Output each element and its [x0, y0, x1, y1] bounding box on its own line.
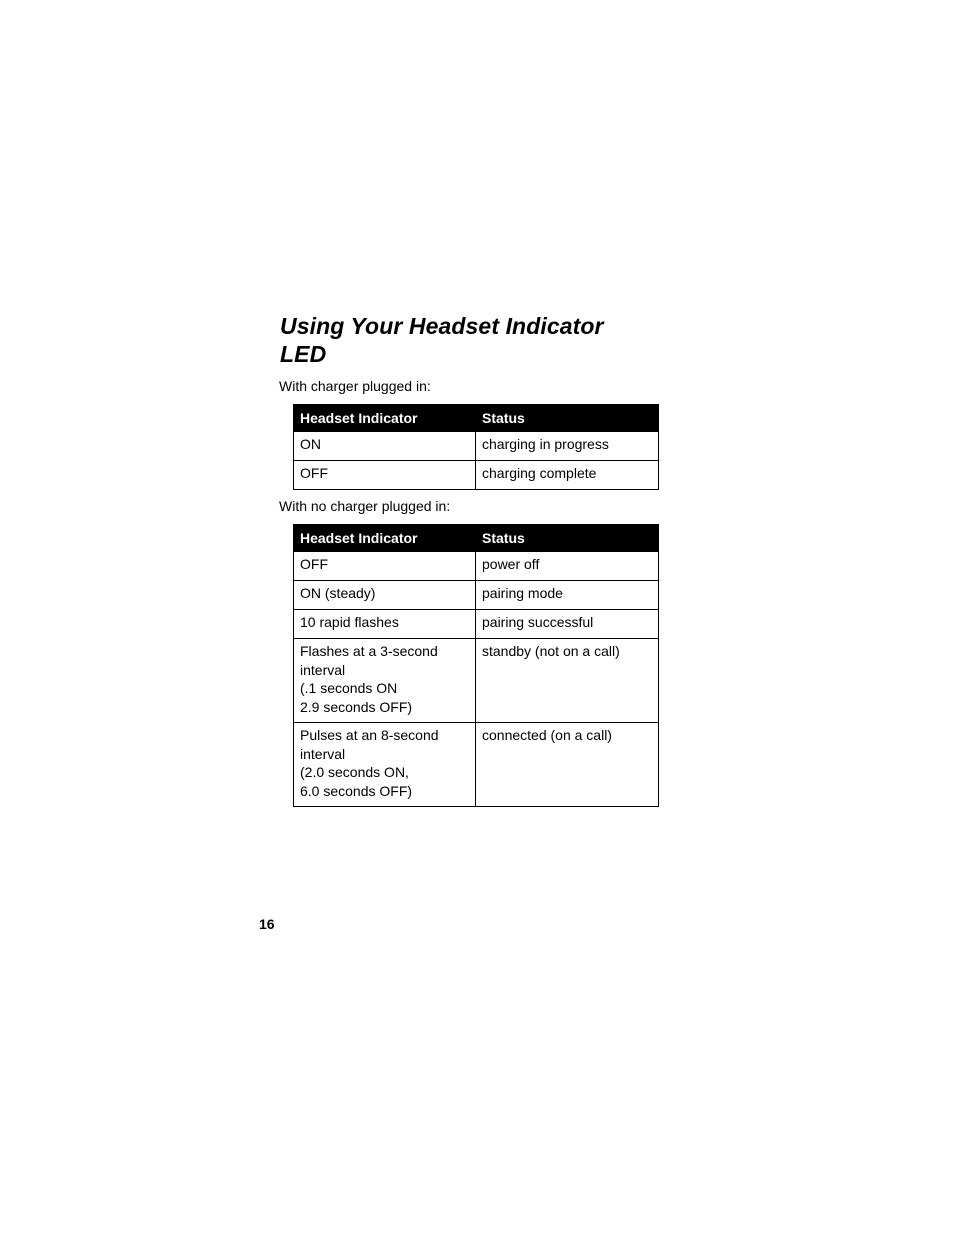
no-charger-table — [293, 524, 659, 807]
status-cell: charging in progress — [476, 432, 659, 461]
intro-charger-plugged: With charger plugged in: — [279, 378, 431, 394]
charger-plugged-table — [293, 404, 659, 490]
intro-no-charger: With no charger plugged in: — [279, 498, 451, 514]
header-headset-indicator: Headset Indicator — [294, 405, 476, 432]
header-status: Status — [476, 525, 659, 552]
table-row — [294, 581, 659, 610]
status-cell: standby (not on a call) — [476, 639, 659, 723]
status-cell: charging complete — [476, 461, 659, 490]
table-row — [294, 639, 659, 723]
header-headset-indicator: Headset Indicator — [294, 525, 476, 552]
indicator-cell: OFF — [294, 552, 476, 581]
status-cell: pairing mode — [476, 581, 659, 610]
indicator-cell: ON (steady) — [294, 581, 476, 610]
page-title: Using Your Headset Indicator LED — [280, 313, 604, 367]
indicator-cell: ON — [294, 432, 476, 461]
page-number: 16 — [259, 916, 275, 932]
status-cell: power off — [476, 552, 659, 581]
indicator-cell: 10 rapid flashes — [294, 610, 476, 639]
table-row — [294, 552, 659, 581]
indicator-cell: OFF — [294, 461, 476, 490]
status-cell: connected (on a call) — [476, 723, 659, 807]
status-cell: pairing successful — [476, 610, 659, 639]
table-row — [294, 432, 659, 461]
header-status: Status — [476, 405, 659, 432]
indicator-cell: Pulses at an 8-second interval (2.0 seconds ON, 6.0 seconds OFF) — [294, 723, 476, 807]
table-row — [294, 461, 659, 490]
table-row — [294, 610, 659, 639]
table-header-row — [294, 405, 659, 432]
table-header-row — [294, 525, 659, 552]
indicator-cell: Flashes at a 3-second interval (.1 seconds ON 2.9 seconds OFF) — [294, 639, 476, 723]
table-row — [294, 723, 659, 807]
